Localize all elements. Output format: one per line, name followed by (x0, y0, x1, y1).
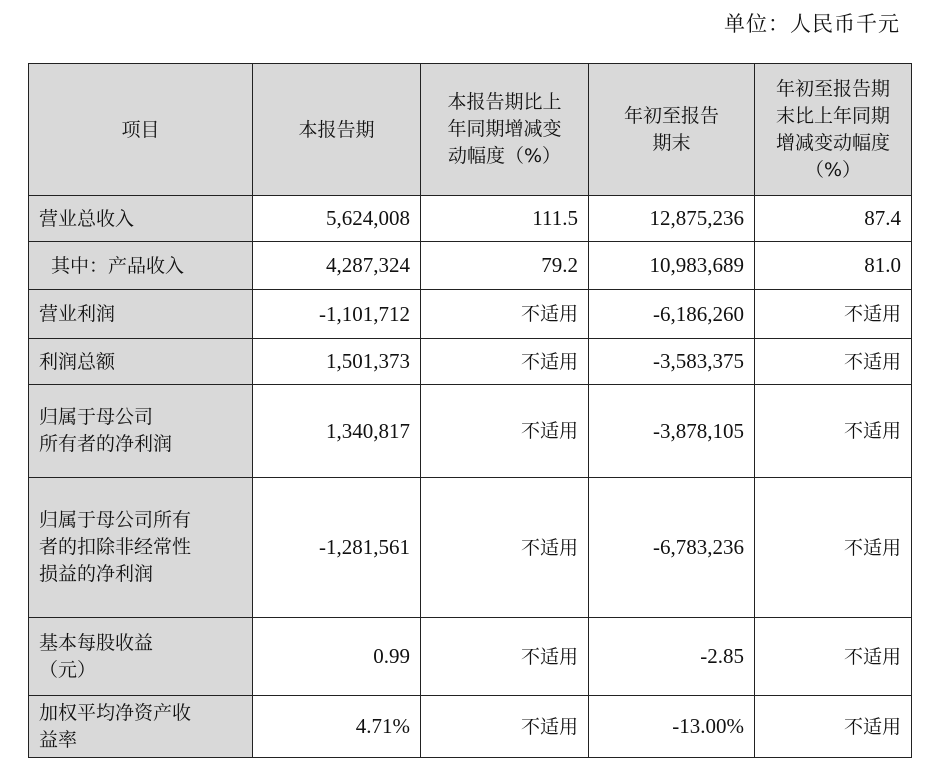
cell-ytd: -13.00% (589, 696, 755, 758)
cell-current: 4.71% (253, 696, 421, 758)
row-label: 归属于母公司 所有者的净利润 (29, 385, 253, 478)
cell-current: 0.99 (253, 618, 421, 696)
header-ytd-change: 年初至报告期 末比上年同期 增减变动幅度 （%） (755, 64, 912, 196)
row-label: 加权平均净资产收 益率 (29, 696, 253, 758)
row-label: 其中：产品收入 (29, 242, 253, 290)
cell-ytd: -6,186,260 (589, 290, 755, 339)
table-row (29, 242, 912, 290)
cell-ytd-change: 不适用 (755, 290, 912, 339)
cell-current-change: 111.5 (421, 196, 589, 242)
cell-current: 1,501,373 (253, 339, 421, 385)
table-row (29, 385, 912, 478)
table-row (29, 618, 912, 696)
table-row (29, 478, 912, 618)
cell-current: 5,624,008 (253, 196, 421, 242)
unit-label: 单位：人民币千元 (724, 12, 900, 36)
cell-ytd: -3,878,105 (589, 385, 755, 478)
row-label: 归属于母公司所有 者的扣除非经常性 损益的净利润 (29, 478, 253, 618)
cell-ytd: 12,875,236 (589, 196, 755, 242)
cell-current-change: 79.2 (421, 242, 589, 290)
cell-current-change: 不适用 (421, 696, 589, 758)
cell-ytd-change: 不适用 (755, 339, 912, 385)
table-row (29, 290, 912, 339)
header-current-change: 本报告期比上 年同期增减变 动幅度（%） (421, 64, 589, 196)
cell-ytd-change: 不适用 (755, 696, 912, 758)
cell-current-change: 不适用 (421, 290, 589, 339)
cell-current: 1,340,817 (253, 385, 421, 478)
cell-current-change: 不适用 (421, 618, 589, 696)
table-row (29, 696, 912, 758)
cell-ytd: -6,783,236 (589, 478, 755, 618)
cell-current-change: 不适用 (421, 478, 589, 618)
table-row (29, 339, 912, 385)
header-item: 项目 (29, 64, 253, 196)
financial-summary-table (28, 63, 912, 758)
header-row (29, 64, 912, 196)
row-label: 利润总额 (29, 339, 253, 385)
cell-current-change: 不适用 (421, 385, 589, 478)
header-ytd: 年初至报告 期末 (589, 64, 755, 196)
cell-current: 4,287,324 (253, 242, 421, 290)
cell-ytd-change: 81.0 (755, 242, 912, 290)
header-current-period: 本报告期 (253, 64, 421, 196)
table-row (29, 196, 912, 242)
cell-ytd-change: 不适用 (755, 478, 912, 618)
cell-ytd-change: 不适用 (755, 385, 912, 478)
cell-ytd-change: 87.4 (755, 196, 912, 242)
cell-current-change: 不适用 (421, 339, 589, 385)
cell-current: -1,281,561 (253, 478, 421, 618)
cell-ytd: -2.85 (589, 618, 755, 696)
row-label: 营业利润 (29, 290, 253, 339)
cell-ytd: 10,983,689 (589, 242, 755, 290)
cell-ytd-change: 不适用 (755, 618, 912, 696)
row-label: 营业总收入 (29, 196, 253, 242)
cell-ytd: -3,583,375 (589, 339, 755, 385)
cell-current: -1,101,712 (253, 290, 421, 339)
row-label: 基本每股收益 （元） (29, 618, 253, 696)
